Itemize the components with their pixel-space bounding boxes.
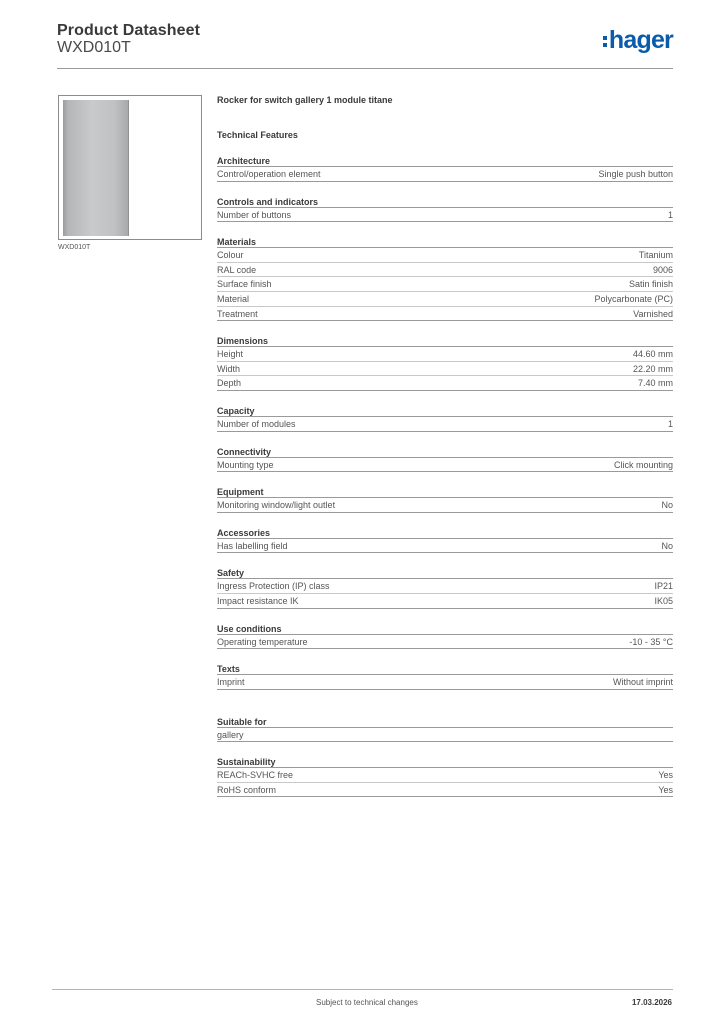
spec-label: Has labelling field	[217, 540, 288, 551]
spec-value: 1	[667, 418, 673, 429]
spec-label: Ingress Protection (IP) class	[217, 581, 330, 592]
section-suitable-for	[217, 716, 673, 743]
product-image-caption: WXD010T	[58, 244, 91, 251]
spec-label: Mounting type	[217, 459, 274, 470]
footer-note: Subject to technical changes	[316, 998, 418, 1007]
section-title: Architecture	[217, 155, 673, 167]
spec-row	[217, 498, 673, 513]
spec-value: Single push button	[598, 169, 673, 179]
spec-value: IP21	[654, 581, 673, 592]
spec-label: Imprint	[217, 677, 245, 688]
spec-row	[217, 277, 673, 292]
section-safety	[217, 567, 673, 608]
section-title: Materials	[217, 236, 673, 248]
spec-row	[217, 347, 673, 362]
footer-date: 17.03.2026	[631, 998, 672, 1007]
spec-value: 1	[667, 209, 673, 220]
section-title: Texts	[217, 663, 673, 675]
section-connectivity	[217, 446, 673, 473]
spec-label: Monitoring window/light outlet	[217, 500, 336, 511]
section-title: Safety	[217, 567, 673, 579]
spec-label: gallery	[217, 729, 244, 740]
section-title: Suitable for	[217, 716, 673, 728]
spec-value: Click mounting	[613, 459, 673, 470]
spec-label: Impact resistance IK	[217, 595, 299, 606]
spec-value: Yes	[658, 770, 673, 781]
section-title: Sustainability	[217, 756, 673, 768]
spec-value: -10 - 35 °C	[629, 636, 673, 647]
spec-row	[217, 167, 673, 182]
spec-row	[217, 362, 673, 377]
spec-row	[217, 292, 673, 307]
logo-text: hager	[608, 26, 673, 54]
spec-label: Colour	[217, 250, 244, 261]
features-title: Technical Features	[217, 130, 298, 140]
product-image-frame	[58, 95, 202, 240]
section-accessories	[217, 527, 673, 554]
spec-row	[217, 579, 673, 594]
spec-value: IK05	[654, 595, 673, 606]
spec-label: Operating temperature	[217, 636, 308, 647]
logo-dots-icon	[603, 29, 607, 51]
spec-value: Without imprint	[612, 677, 673, 688]
section-title: Use conditions	[217, 623, 673, 635]
feature-sections	[217, 155, 673, 797]
spec-label: Material	[217, 293, 250, 304]
footer-divider	[52, 989, 673, 990]
spec-value: 44.60 mm	[632, 349, 673, 360]
section-architecture	[217, 155, 673, 182]
spec-label: Height	[217, 349, 244, 360]
spec-value: Polycarbonate (PC)	[594, 293, 673, 304]
spec-row	[217, 768, 673, 783]
spec-value: Varnished	[633, 308, 673, 319]
spec-label: Depth	[217, 378, 242, 389]
spec-row	[217, 307, 673, 322]
product-image	[63, 100, 129, 236]
product-reference: WXD010T	[57, 39, 131, 56]
section-title: Dimensions	[217, 335, 673, 347]
product-name: Rocker for switch gallery 1 module titane	[217, 95, 393, 105]
spec-row	[217, 208, 673, 223]
spec-label: REACh-SVHC free	[217, 770, 294, 781]
section-use-conditions	[217, 623, 673, 650]
section-title: Accessories	[217, 527, 673, 539]
section-texts	[217, 663, 673, 690]
spec-row	[217, 594, 673, 609]
spec-value: 7.40 mm	[637, 378, 673, 389]
technical-content	[217, 94, 673, 797]
spec-label: RAL code	[217, 264, 257, 275]
header-divider	[57, 68, 673, 69]
spec-value: Satin finish	[628, 279, 673, 290]
spec-value: 9006	[652, 264, 673, 275]
section-controls-and-indicators	[217, 196, 673, 223]
spec-label: Number of modules	[217, 418, 296, 429]
section-dimensions	[217, 335, 673, 391]
spec-row	[217, 417, 673, 432]
spec-label: Surface finish	[217, 279, 272, 290]
spec-value: Titanium	[638, 250, 673, 261]
spec-row	[217, 675, 673, 690]
spec-label: Control/operation element	[217, 169, 321, 179]
section-title: Controls and indicators	[217, 196, 673, 208]
spec-row	[217, 263, 673, 278]
spec-row	[217, 458, 673, 473]
spec-row	[217, 539, 673, 554]
spec-value: No	[661, 540, 673, 551]
spec-label: Width	[217, 363, 241, 374]
spec-label: RoHS conform	[217, 784, 277, 795]
document-title: Product Datasheet	[57, 22, 201, 39]
spec-row	[217, 728, 673, 743]
spec-label: Treatment	[217, 308, 258, 319]
spec-row	[217, 783, 673, 798]
spec-value: 22.20 mm	[632, 363, 673, 374]
spec-label: Number of buttons	[217, 209, 292, 220]
section-equipment	[217, 486, 673, 513]
section-title: Connectivity	[217, 446, 673, 458]
section-materials	[217, 236, 673, 321]
spec-value: No	[661, 500, 673, 511]
page-header	[57, 20, 673, 70]
section-title: Capacity	[217, 405, 673, 417]
spec-row	[217, 635, 673, 650]
spec-value: Yes	[658, 784, 673, 795]
hager-logo	[603, 26, 673, 54]
section-sustainability	[217, 756, 673, 797]
section-capacity	[217, 405, 673, 432]
spec-row	[217, 248, 673, 263]
section-title: Equipment	[217, 486, 673, 498]
spec-row	[217, 376, 673, 391]
